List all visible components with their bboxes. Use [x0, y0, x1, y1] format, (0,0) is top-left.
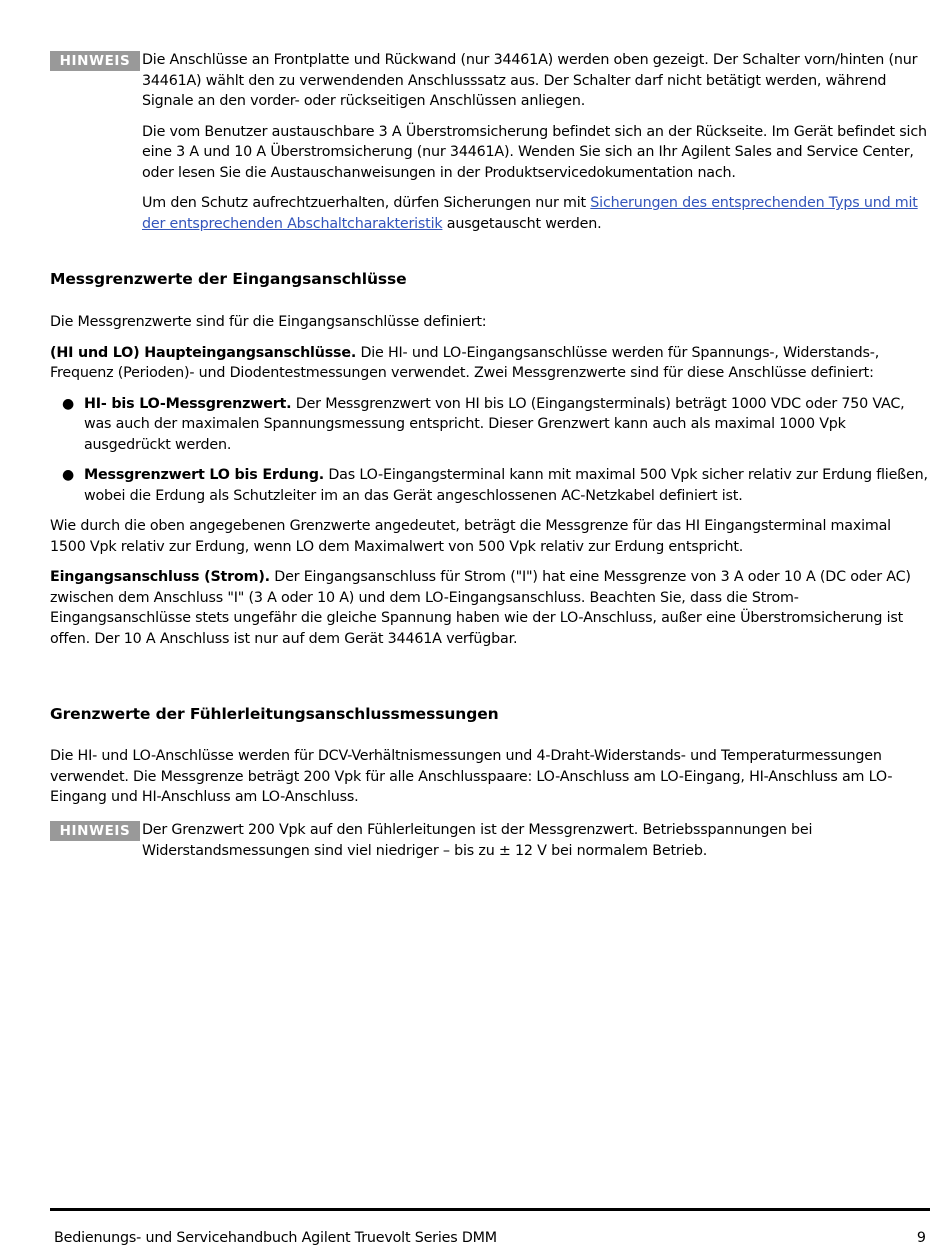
note-box-fuses [50, 50, 930, 244]
section-intro: Die Messgrenzwerte sind für die Eingangsanschlüsse definiert: [50, 314, 487, 330]
page-number: 9 [916, 1230, 926, 1246]
section-heading-input-limits: Messgrenzwerte der Eingangsanschlüsse [50, 270, 407, 288]
current-terminal-label: Eingangsanschluss (Strom). [50, 569, 270, 585]
note-body [142, 50, 930, 234]
footer-divider [50, 1208, 930, 1211]
note-body [142, 820, 930, 861]
section-body-input-limits [50, 312, 930, 659]
bullet-text: Das LO-Eingangsterminal kann mit maximal 500 Vpk sicher relativ zur Erdung fließen, wobei die Erdung als Schutzleiter im an das Gerät angeschlossenen AC-Netzkabel definiert ist. [84, 467, 928, 504]
bullet-icon: ● [62, 395, 75, 412]
list-item [50, 394, 930, 456]
fuse-type-link[interactable]: Sicherungen des entsprechenden Typs und mit der entsprechenden Abschaltcharakteristik [142, 195, 918, 232]
note-paragraph-protection [142, 193, 930, 234]
note-box-sense-leads [50, 820, 930, 871]
main-terminals-text: Die HI- und LO-Eingangsanschlüsse werden für Spannungs-, Widerstands-, Frequenz (Perioden)- und Diodentestmessungen verwendet. Zwei Messgrenzwerte sind für diese Anschlüsse definiert: [50, 344, 880, 381]
section-heading-sense-limits: Grenzwerte der Fühlerleitungsanschlussmessungen [50, 705, 499, 723]
note-protection-text-end: ausgetauscht werden. [442, 215, 602, 232]
limits-summary: Wie durch die oben angegebenen Grenzwerte angedeutet, beträgt die Messgrenze für das HI Eingangsterminal maximal 1500 Vpk relativ zur Erdung, wenn LO dem Maximalwert von 500 Vpk relativ zur Erdung entspricht. [50, 518, 891, 555]
section-body-sense-limits [50, 746, 930, 818]
note-badge: HINWEIS [50, 821, 140, 841]
bullet-label: Messgrenzwert LO bis Erdung. [84, 467, 325, 483]
list-item [50, 465, 930, 506]
sense-limits-paragraph: Die HI- und LO-Anschlüsse werden für DCV-Verhältnismessungen und 4-Draht-Widerstands- und Temperaturmessungen verwendet. Die Messgrenze beträgt 200 Vpk für alle Anschlusspaare: LO-Anschluss am LO-Eingang, HI-Anschluss am LO-Eingang und HI-Anschluss am LO-Anschluss. [50, 748, 893, 805]
note-badge: HINWEIS [50, 51, 140, 71]
note-protection-text-start: Um den Schutz aufrechtzuerhalten, dürfen Sicherungen nur mit [142, 195, 591, 211]
main-terminals-label: (HI und LO) Haupteingangsanschlüsse. [50, 344, 357, 361]
note-paragraph-sense-leads: Der Grenzwert 200 Vpk auf den Fühlerleitungen ist der Messgrenzwert. Betriebsspannungen bei Widerstandsmessungen sind viel niedriger – bis zu ± 12 V bei normalem Betrieb. [142, 822, 813, 859]
bullet-text: Der Messgrenzwert von HI bis LO (Eingangsterminals) beträgt 1000 VDC oder 750 VAC, was auch der maximalen Spannungsmessung entspricht. Dieser Grenzwert kann auch als maximal 1000 Vpk ausgedrückt werden. [84, 395, 905, 453]
note-paragraph-terminals: Die Anschlüsse an Frontplatte und Rückwand (nur 34461A) werden oben gezeigt. Der Schalter vorn/hinten (nur 34461A) wählt den zu verwendenden Anschlusssatz aus. Der Schalter darf nicht betätigt werden, während Signale an den vorder- oder rückseitigen Anschlüssen anliegen. [142, 52, 918, 109]
main-terminals-paragraph [50, 343, 930, 384]
note-paragraph-fuses: Die vom Benutzer austauschbare 3 A Überstromsicherung befindet sich an der Rückseite. Im Gerät befindet sich eine 3 A und 10 A Überstromsicherung (nur 34461A). Wenden Sie sich an Ihr Agilent Sales and Service Center, oder lesen Sie die Austauschanweisungen in der Produktservicedokumentation nach. [142, 123, 927, 181]
current-terminal-text: Der Eingangsanschluss für Strom ("I") hat eine Messgrenze von 3 A oder 10 A (DC oder AC) zwischen dem Anschluss "I" (3 A oder 10 A) und dem LO-Eingangsanschluss. Beachten Sie, dass die Strom-Eingangsanschlüsse stets ungefähr die gleiche Spannung haben wie der LO-Anschluss, außer eine Überstromsicherung ist offen. Der 10 A Anschluss ist nur auf dem Gerät 34461A verfügbar. [50, 569, 911, 647]
limits-bullet-list [50, 394, 930, 507]
bullet-label: HI- bis LO-Messgrenzwert. [84, 395, 292, 412]
current-terminal-paragraph [50, 567, 930, 649]
bullet-icon: ● [62, 467, 75, 483]
footer-title: Bedienungs- und Servicehandbuch Agilent Truevolt Series DMM [54, 1230, 497, 1246]
